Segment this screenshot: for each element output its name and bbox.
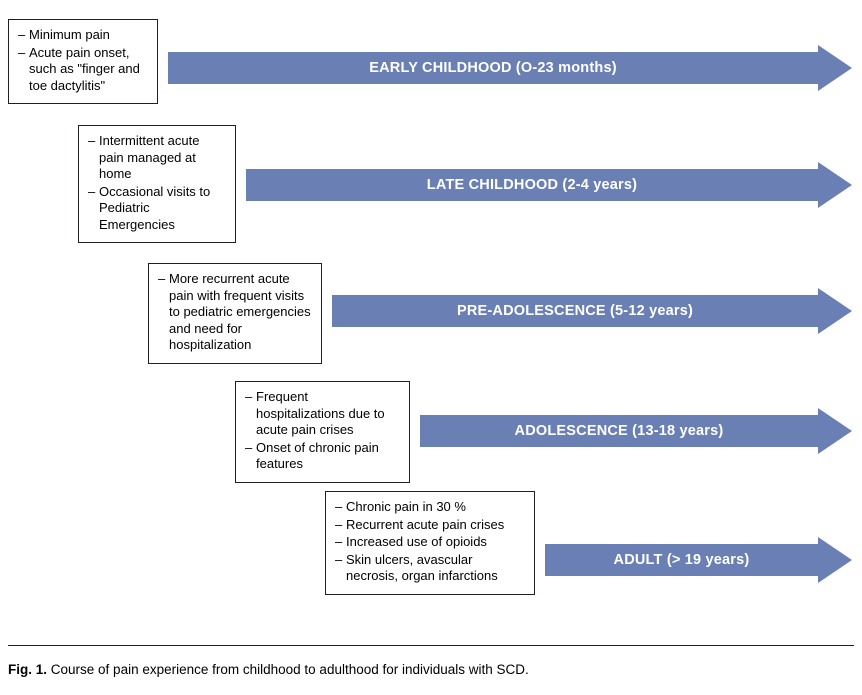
arrow-label: PRE-ADOLESCENCE (5-12 years) — [456, 303, 694, 319]
note-item: – Occasional visits to Pediatric Emergencies — [88, 184, 226, 234]
note-pre-adolescence — [148, 263, 322, 364]
arrow-adult — [545, 537, 852, 583]
figure-number: Fig. 1. — [8, 662, 48, 677]
note-list — [18, 27, 148, 94]
note-item: – Skin ulcers, avascular necrosis, organ infarctions — [335, 552, 525, 585]
note-item: – Onset of chronic pain features — [245, 440, 400, 473]
arrow-late-childhood — [246, 162, 852, 208]
arrow-label: LATE CHILDHOOD (2-4 years) — [426, 177, 638, 193]
note-item: – Recurrent acute pain crises — [335, 517, 525, 534]
caption-divider — [8, 645, 854, 646]
arrow-label: ADULT (> 19 years) — [613, 552, 750, 568]
arrow-shape-icon — [420, 408, 852, 454]
note-item: – Intermittent acute pain managed at home — [88, 133, 226, 183]
note-list — [245, 389, 400, 473]
note-item: – Acute pain onset, such as "finger and toe dactylitis" — [18, 45, 148, 95]
arrow-adolescence — [420, 408, 852, 454]
arrow-pre-adolescence — [332, 288, 852, 334]
note-item: – Chronic pain in 30 % — [335, 499, 525, 516]
arrow-label: ADOLESCENCE (13-18 years) — [514, 423, 724, 439]
arrow-label: EARLY CHILDHOOD (O-23 months) — [369, 60, 617, 76]
arrow-early-childhood — [168, 45, 852, 91]
note-item: – Increased use of opioids — [335, 534, 525, 551]
note-list — [158, 271, 312, 354]
arrow-shape-icon — [545, 537, 852, 583]
note-item: – Frequent hospitalizations due to acute pain crises — [245, 389, 400, 439]
arrow-shape-icon — [168, 45, 852, 91]
note-item: – Minimum pain — [18, 27, 148, 44]
arrow-shape-icon — [246, 162, 852, 208]
note-early-childhood — [8, 19, 158, 104]
note-list — [335, 499, 525, 585]
note-list — [88, 133, 226, 233]
arrow-shape-icon — [332, 288, 852, 334]
figure-caption — [8, 661, 854, 679]
note-late-childhood — [78, 125, 236, 243]
note-adolescence — [235, 381, 410, 483]
note-item: – More recurrent acute pain with frequent visits to pediatric emergencies and need for hospitalization — [158, 271, 312, 354]
figure-caption-text: Course of pain experience from childhood to adulthood for individuals with SCD. — [50, 662, 529, 677]
note-adult — [325, 491, 535, 595]
